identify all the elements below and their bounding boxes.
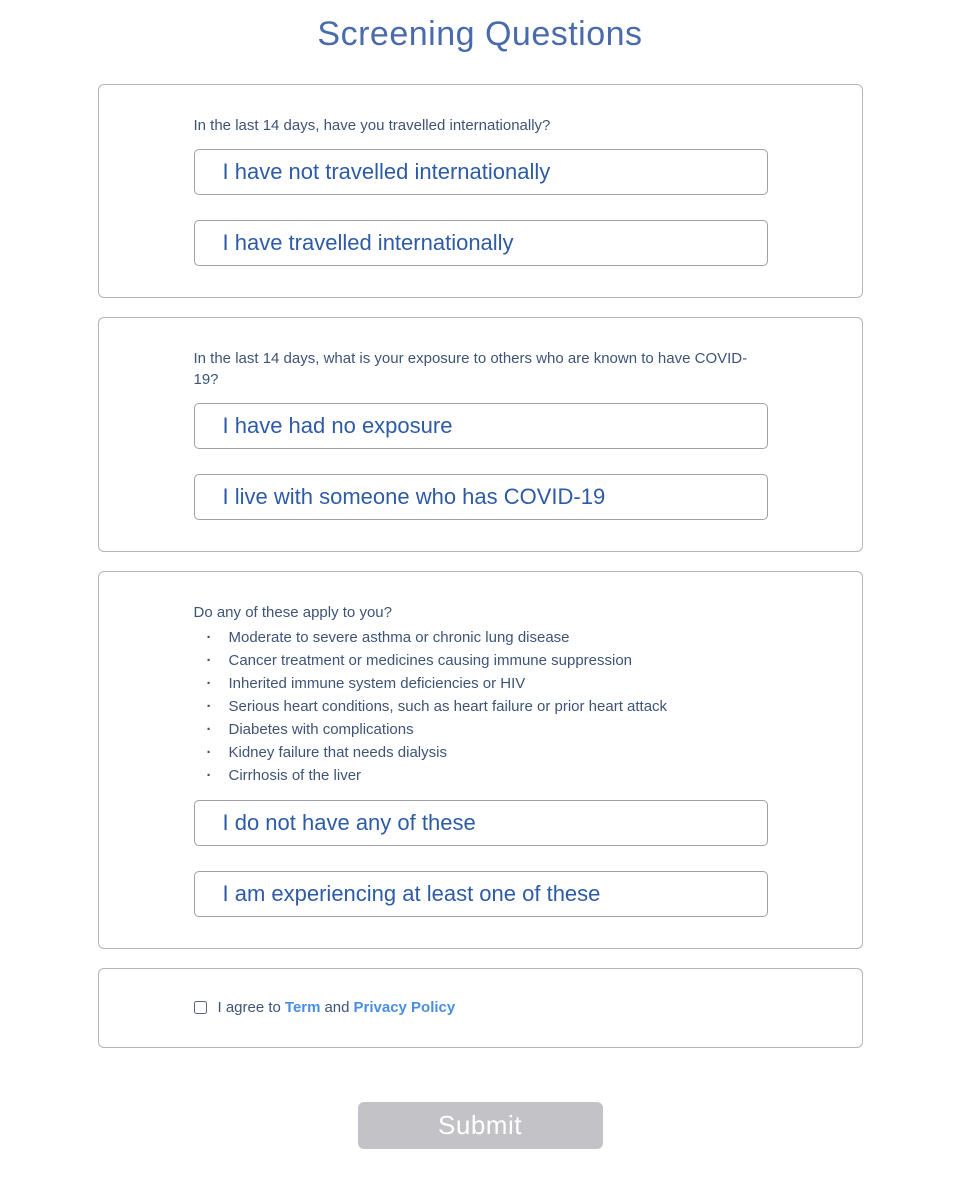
bullet-item: · Cancer treatment or medicines causing immune suppression [194, 649, 768, 672]
question-card-conditions [98, 571, 863, 949]
bullet-item: · Cirrhosis of the liver [194, 764, 768, 787]
bullet-item: · Moderate to severe asthma or chronic lung disease [194, 626, 768, 649]
options-group-travel [194, 149, 768, 266]
question-card-exposure [98, 317, 863, 552]
agreement-prefix-text: I agree to [217, 999, 281, 1016]
option-no-exposure-button[interactable]: I have had no exposure [194, 403, 768, 449]
form-container [98, 84, 863, 1149]
option-travelled-button[interactable]: I have travelled internationally [194, 220, 768, 266]
agreement-label [218, 999, 456, 1016]
option-at-least-one-button[interactable]: I am experiencing at least one of these [194, 871, 768, 917]
bullet-item: · Inherited immune system deficiencies or HIV [194, 672, 768, 695]
submit-button[interactable]: Submit [358, 1102, 603, 1149]
terms-link[interactable]: Term [284, 999, 321, 1016]
options-group-exposure [194, 403, 768, 520]
bullet-item: · Diabetes with complications [194, 718, 768, 741]
question-card-travel [98, 84, 863, 298]
agreement-row [194, 999, 768, 1016]
bullet-item: · Kidney failure that needs dialysis [194, 741, 768, 764]
question-prompt-conditions: Do any of these apply to you? [193, 604, 392, 621]
option-not-travelled-button[interactable]: I have not travelled internationally [194, 149, 768, 195]
options-group-conditions [194, 800, 768, 917]
option-live-with-covid-button[interactable]: I live with someone who has COVID-19 [194, 474, 768, 520]
question-prompt-exposure: In the last 14 days, what is your exposure to others who are known to have COVID-19? [193, 350, 748, 388]
question-prompt-travel: In the last 14 days, have you travelled internationally? [193, 117, 551, 134]
page-title: Screening Questions [317, 15, 643, 53]
submit-area [98, 1067, 863, 1149]
agreement-conjunction-text: and [324, 999, 350, 1016]
option-none-of-these-button[interactable]: I do not have any of these [194, 800, 768, 846]
agree-checkbox[interactable] [194, 1001, 207, 1014]
bullet-item: · Serious heart conditions, such as heart failure or prior heart attack [194, 695, 768, 718]
conditions-bullet-list [194, 626, 768, 787]
privacy-policy-link[interactable]: Privacy Policy [353, 999, 456, 1016]
agreement-card [98, 968, 863, 1048]
